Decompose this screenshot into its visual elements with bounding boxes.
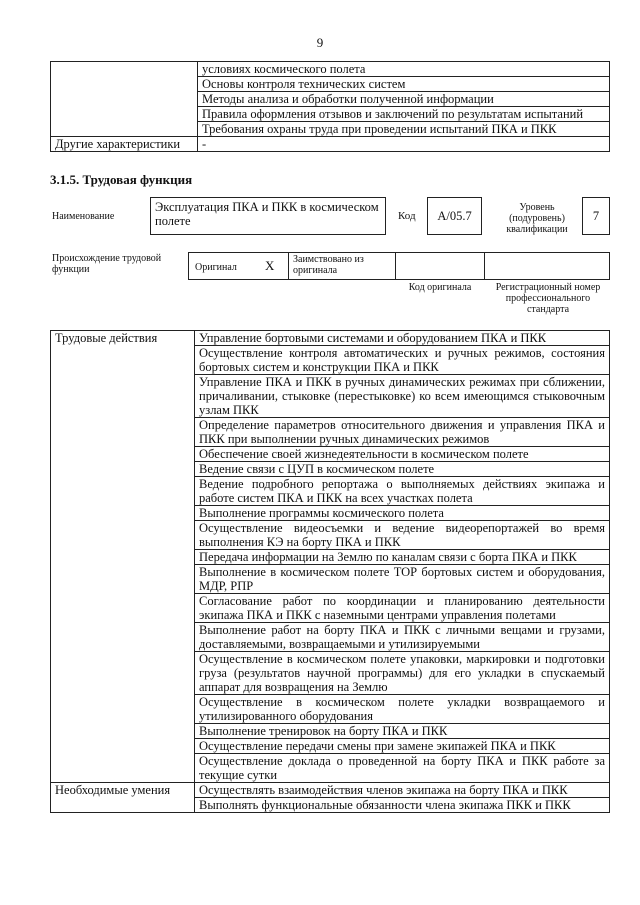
labor-action-item: Обеспечение своей жизнедеятельности в космическом полете — [195, 447, 610, 462]
labor-action-item: Осуществление в космическом полете укладки возвращаемого и утилизированного оборудования — [195, 695, 610, 724]
labor-action-item: Ведение подробного репортажа о выполняемых действиях экипажа и работе систем ПКА и ПКК на всех участках полета — [195, 477, 610, 506]
labor-action-item: Осуществление передачи смены при замене экипажей ПКА и ПКК — [195, 739, 610, 754]
labor-action-item: Управление ПКА и ПКК в ручных динамических режимах при сближении, причаливании, стыковке (перестыковке) ко всем имеющимся стыковочным узлам ПКК — [195, 375, 610, 418]
origin-code-label: Код оригинала — [408, 282, 472, 293]
labor-action-item: Осуществление видеосъемки и ведение видеорепортажей во время выполнения КЭ на борту ПКА и ПКК — [195, 521, 610, 550]
knowledge-item: Требования охраны труда при проведении испытаний ПКА и ПКК — [198, 122, 610, 137]
name-label: Наименование — [52, 211, 115, 222]
labor-action-item: Согласование работ по координации и планированию деятельности экипажа ПКА и ПКК с наземными центрами управления полетами — [195, 594, 610, 623]
labor-action-item: Выполнение программы космического полета — [195, 506, 610, 521]
reg-number-box — [484, 252, 610, 280]
skills-label: Необходимые умения — [51, 783, 195, 813]
table-row — [51, 331, 610, 346]
skill-item: Осуществлять взаимодействия членов экипажа на борту ПКА и ПКК — [195, 783, 610, 798]
labor-action-item: Управление бортовыми системами и оборудованием ПКА и ПКК — [195, 331, 610, 346]
borrowed-label: Заимствовано из оригинала — [288, 252, 396, 280]
original-label: Оригинал — [195, 262, 237, 273]
knowledge-item: Методы анализа и обработки полученной информации — [198, 92, 610, 107]
other-label: Другие характеристики — [51, 137, 198, 152]
original-box — [188, 252, 289, 280]
knowledge-item: условиях космического полета — [198, 62, 610, 77]
table-row — [51, 783, 610, 798]
code-value: А/05.7 — [427, 197, 482, 235]
table-row — [51, 137, 610, 152]
labor-action-item: Осуществление в космическом полете упаковки, маркировки и подготовки груза (результатов научной программы) для его укладки в спускаемый аппарат для возвращения на Землю — [195, 652, 610, 695]
continuation-table — [50, 61, 610, 152]
labor-action-item: Передача информации на Землю по каналам связи с борта ПКА и ПКК — [195, 550, 610, 565]
page-number: 9 — [316, 35, 324, 50]
labor-functions-table — [50, 330, 610, 813]
reg-number-label: Регистрационный номер профессионального стандарта — [495, 282, 601, 315]
origin-label: Происхождение трудовой функции — [52, 253, 162, 275]
code-label: Код — [398, 210, 416, 222]
labor-actions-label: Трудовые действия — [51, 331, 195, 783]
name-value: Эксплуатация ПКА и ПКК в космическом полете — [150, 197, 386, 235]
skill-item: Выполнять функциональные обязанности члена экипажа ПКК и ПКК — [195, 798, 610, 813]
level-value: 7 — [582, 197, 610, 235]
section-title: 3.1.5. Трудовая функция — [50, 172, 193, 187]
labor-action-item: Осуществление контроля автоматических и ручных режимов, состояния бортовых систем и конструкции ПКА и ПКК — [195, 346, 610, 375]
labor-action-item: Выполнение тренировок на борту ПКА и ПКК — [195, 724, 610, 739]
labor-action-item: Ведение связи с ЦУП в космическом полете — [195, 462, 610, 477]
original-mark: X — [265, 258, 275, 273]
labor-action-item: Определение параметров относительного движения и управления ПКА и ПКК при выполнении ручных динамических режимов — [195, 418, 610, 447]
empty-cell — [51, 62, 198, 137]
other-value: - — [198, 137, 610, 152]
table-row — [51, 62, 610, 77]
knowledge-item: Правила оформления отзывов и заключений по результатам испытаний — [198, 107, 610, 122]
origin-code-box — [395, 252, 485, 280]
level-label: Уровень (подуровень) квалификации — [506, 202, 568, 235]
knowledge-item: Основы контроля технических систем — [198, 77, 610, 92]
labor-action-item: Осуществление доклада о проведенной на борту ПКА и ПКК работе за текущие сутки — [195, 754, 610, 783]
labor-action-item: Выполнение работ на борту ПКА и ПКК с личными вещами и грузами, доставляемыми, возвращаемыми и утилизируемыми — [195, 623, 610, 652]
labor-action-item: Выполнение в космическом полете ТОР бортовых систем и оборудования, МДР, РПР — [195, 565, 610, 594]
